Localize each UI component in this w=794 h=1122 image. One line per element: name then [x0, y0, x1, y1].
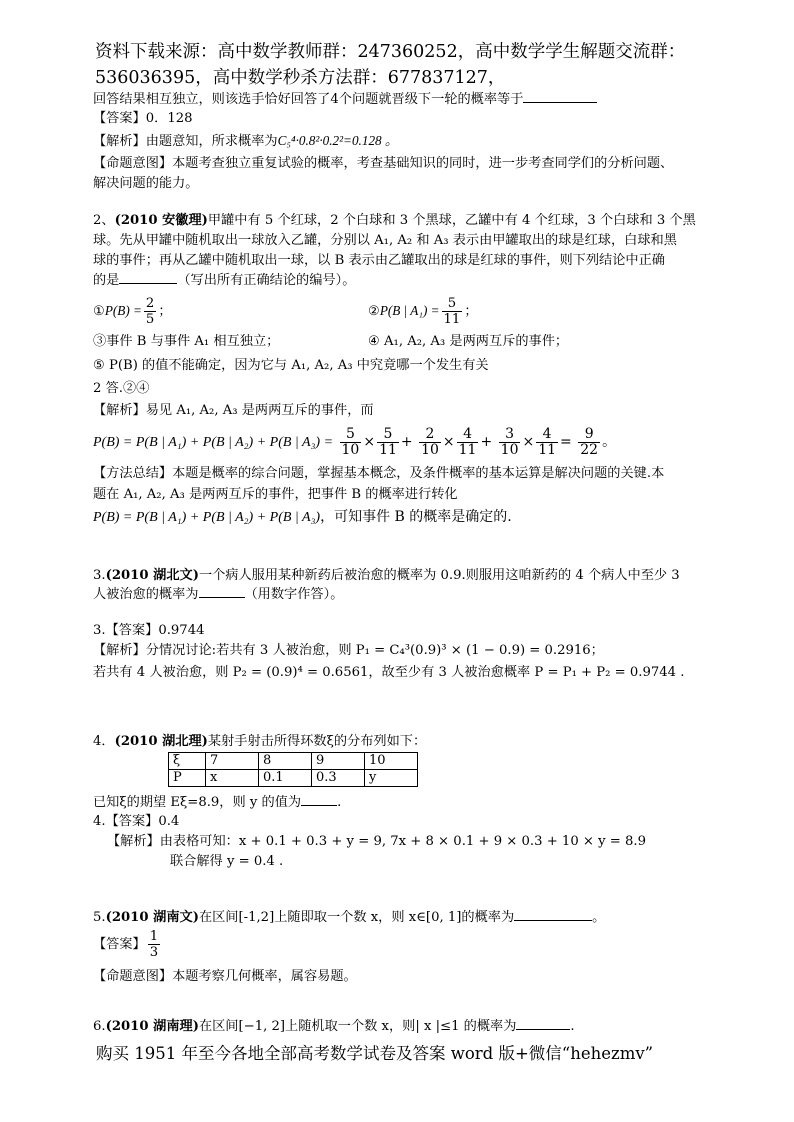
q2-line-4: 的是 （写出所有正确结论的编号）。 — [93, 273, 356, 288]
q3-analysis-line-1: 【解析】分情况讨论:若共有 3 人被治愈，则 P₁ = C₄³(0.9)³ × (1 − 0.9) = 0.2916； — [93, 643, 604, 658]
q2-method-line-1: 【方法总结】本题是概率的综合问题，掌握基本概念，及条件概率的基本运算是解决问题的关键.本 — [93, 466, 665, 481]
q6-line-1: 6.(2010 湖南理)在区间[−1, 2]上随机取一个数 x，则| x |≤1 的概率为 . — [93, 1019, 575, 1034]
q2-line-3: 球的事件；再从乙罐中随机取出一球，以 B 表示由乙罐取出的球是红球的事件，则下列结论中正确 — [93, 253, 665, 268]
q1-intent-line-1: 【命题意图】本题考查独立重复试验的概率，考查基础知识的同时，进一步考查同学们的分析问题、 — [93, 156, 674, 171]
table-cell: 10 — [365, 753, 418, 770]
table-cell: 0.3 — [312, 770, 365, 787]
q2-formula: P(B) = P(B | A₁) + P(B | A₂) + P(B | A₃) = $\frac{5}{10}$ × $\frac{5}{11}$ + $\frac{2}{10}$ × $\frac{4}{11}$ + $\frac{3}{10}$ × $\frac{4}{11}$ = $\frac{9}{22}$ 。 — [93, 425, 617, 458]
table-cell: ξ — [169, 753, 206, 770]
q2-option-4: ④ A₁, A₂, A₃ 是两两互斥的事件； — [368, 334, 569, 349]
q4-answer: 4.【答案】0.4 — [93, 814, 180, 829]
table-cell: y — [365, 770, 418, 787]
q4-line-2: 已知ξ的期望 Eξ=8.9，则 y 的值为 . — [93, 795, 342, 810]
q1-answer: 【答案】0．128 — [93, 111, 193, 126]
table-row — [169, 770, 418, 787]
q5-intent: 【命题意图】本题考察几何概率，属容易题。 — [93, 969, 357, 984]
q3-answer: 3.【答案】0.9744 — [93, 623, 205, 638]
q2-option-2: ②P(B | A₁) = $\frac{5}{11}$ ； — [368, 296, 478, 327]
distribution-table — [168, 752, 418, 787]
q1-intent-line-2: 解决问题的能力。 — [93, 176, 199, 191]
q2-line-2: 球。先从甲罐中随机取出一球放入乙罐，分别以 A₁, A₂ 和 A₃ 表示由甲罐取出的球是红球，白球和黑 — [93, 233, 677, 248]
q2-analysis: 【解析】易见 A₁, A₂, A₃ 是两两互斥的事件，而 — [93, 403, 374, 418]
table-cell: 7 — [206, 753, 259, 770]
header-line-2: 536036395，高中数学秒杀方法群：677837127， — [95, 68, 506, 88]
q1-analysis: 【解析】由题意知，所求概率为C₅⁴·0.8²·0.2²=0.128 。 — [93, 133, 399, 149]
header-line-1: 资料下载来源：高中数学教师群：247360252，高中数学学生解题交流群： — [95, 42, 686, 62]
q4-analysis-line-1: 【解析】由表格可知：x + 0.1 + 0.3 + y = 9, 7x + 8 × 0.1 + 9 × 0.3 + 10 × y = 8.9 — [107, 834, 647, 849]
table-cell: 9 — [312, 753, 365, 770]
q2-answer: 2 答.②④ — [93, 381, 150, 396]
q2-option-1: ①P(B) = $\frac{2}{5}$ ； — [93, 296, 172, 327]
footer-text: 购买 1951 年至今各地全部高考数学试卷及答案 word 版+微信“hehezmv” — [96, 1044, 654, 1063]
q5-line-1: 5.(2010 湖南文)在区间[-1,2]上随即取一个数 x，则 x∈[0, 1]的概率为 。 — [93, 910, 606, 925]
table-cell: 8 — [259, 753, 312, 770]
q2-method-line-3: P(B) = P(B | A₁) + P(B | A₂) + P(B | A₃)，可知事件 B 的概率是确定的. — [93, 509, 512, 525]
q5-answer: 【答案】 $\frac{1}{3}$ — [93, 929, 159, 960]
q3-line-1: 3.(2010 湖北文)一个病人服用某种新药后被治愈的概率为 0.9.则服用这咱新药的 4 个病人中至少 3 — [93, 568, 680, 583]
q4-analysis-line-2: 联合解得 y = 0.4 . — [170, 854, 284, 869]
q4-line-1: 4．(2010 湖北理)某射手射击所得环数ξ的分布列如下： — [93, 734, 427, 749]
q2-line-1: 2、(2010 安徽理)甲罐中有 5 个红球，2 个白球和 3 个黑球，乙罐中有 4 个红球，3 个白球和 3 个黑 — [93, 213, 696, 228]
q2-option-3: ③事件 B 与事件 A₁ 相互独立； — [93, 334, 280, 349]
q2-method-line-2: 题在 A₁, A₂, A₃ 是两两互斥的事件，把事件 B 的概率进行转化 — [93, 487, 458, 502]
table-cell: P — [169, 770, 206, 787]
q3-analysis-line-2: 若共有 4 人被治愈，则 P₂ = (0.9)⁴ = 0.6561，故至少有 3 人被治愈概率 P = P₁ + P₂ = 0.9744 . — [93, 665, 685, 680]
q1-line: 回答结果相互独立，则该选手恰好回答了4个问题就晋级下一轮的概率等于 — [93, 91, 597, 109]
table-row — [169, 753, 418, 770]
table-cell: x — [206, 770, 259, 787]
table-cell: 0.1 — [259, 770, 312, 787]
q2-option-5: ⑤ P(B) 的值不能确定，因为它与 A₁, A₂, A₃ 中究竟哪一个发生有关 — [93, 358, 489, 373]
q3-line-2: 人被治愈的概率为 （用数字作答）。 — [93, 587, 344, 602]
